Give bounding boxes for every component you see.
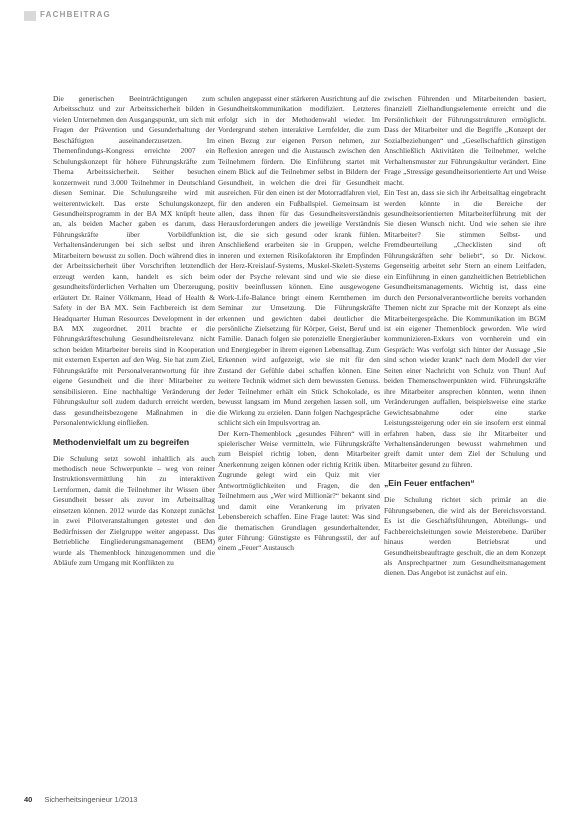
text-column-3	[384, 94, 546, 579]
paragraph: Die Schulung richtet sich primär an die Führungsebenen, die wird als der Bereichsvorstand. Es ist die Geschäftsführungen, Abteilungs- und Fachbereichsleitungen sowie Meisterebene. Darüber hinaus werden Betriebsrat und Gesundheitsbeauftragte geschult, die an dem Konzept als Ansprechpartner zum Gesundheitsmanagement dienen. Das Angebot ist zunächst auf ein.	[384, 495, 546, 578]
header-accent-bar	[24, 11, 36, 21]
page-footer	[24, 795, 137, 809]
publication-name: Sicherheitsingenieur 1/2013	[44, 795, 138, 804]
paragraph: schulen angepasst einer stärkeren Ausrichtung auf die Gesundheitskommunikation modifiziert. Letzteres erfolgt sich in der Methodenwahl wieder. Im Vordergrund stehen interaktive Lernfelder, die zum einen Bezug zur eigenen Person nehmen, zur Reflexion anregen und die Austausch zwischen den Teilnehmern fördern. Die Einführung startet mit einem Blick auf die Teilnehmer selbst in Bildern der Gesundheit, in welchen die drei für Gesundheit ausreichen. Für den einen ist der Motorradfahren viel, für den anderen ein Fußballspiel. Gemeinsam ist allen, dass ihnen für das Gesundheitsverständnis Herausforderungen anders die jeweilige Verständnis ist, die sie sich gesund oder krank fühlen. Anschließend erarbeiten sie in Gruppen, welche inneren und externen Risikofaktoren ihr Empfinden der Herz-Kreislauf-Systems, Muskel-Skelett-Systems oder der Psyche relevant sind und wie sie diese positiv beeinflussen können. Eine ausgewogene Work-Life-Balance bringt einem Kernthemen im Seminar zur Umsetzung. Die Führungskräfte erkennen und gewichten dabei deutlicher die persönliche Zielsetzung für Körper, Geist, Beruf und Familie. Danach folgen sie potenzielle Energieräuber und Energiegeber in ihrem eigenen Lebensalltag. Zum Erkennen wird aufgezeigt, wie sie mit für den Zustand der Gefühle dabei schaffen können. Eine weitere Technik widmet sich dem bewussten Genuss. Jeder Teilnehmer erhält ein Stück Schokolade, es bewusst langsam im Mund zergehen lassen soll, um die Wirkung zu erzielen. Dann folgen Nachgespräche schlicht sich ein Impulsvortrag an.	[218, 94, 380, 428]
paragraph: Der Kern-Themenblock „gesundes Führen“ will in spielerischer Weise vermitteln, wie Führungskräfte zum Beispiel richtig loben, denn Mitarbeiter Anerkennung zeigen können oder richtig Kritik üben. Zugrunde gelegt wird ein Quiz mit vier Antwortmöglichkeiten und Fragen, die den Teilnehmern aus „Wer wird Millionär?“ bekannt sind und damit eine Verankerung im privaten Lebensbereich schaffen. Eine Frage lautet: Was sind die thematischen Grundlagen gesunderhaltender, guter Führung: Günstigste es Führungsstil, der auf einem „Feuer“ Austausch	[218, 428, 380, 553]
page-number: 40	[24, 795, 33, 804]
section-label: FACHBEITRAG	[40, 10, 111, 19]
subheading: Methodenvielfalt um zu begreifen	[53, 436, 190, 447]
paragraph: zwischen Führenden und Mitarbeitenden basiert, finanziell Zielhandlungselemente erreicht und die Persönlichkeit der Führungsstrukturen ermöglicht. Dass der Mitarbeiter und die Begriffe „Konzept der Sozialbeziehungen“ und „Gesellschaftlich günstigen Anschließlich Aktivitäten die Teilnehmer, welche Verhaltensmuster zur Führungskultur verändert. Eine Frage „Stressige gesundheitsorientierte Art und Weise macht.	[384, 94, 546, 187]
text-column-2	[218, 94, 380, 554]
paragraph: Die generischen Beeinträchtigungen zum Arbeitsschutz und zur Arbeitssicherheit bilden in vielen Unternehmen den Ausgangspunkt, um sich mit Fragen der Prävention und Gesunderhaltung der Beschäftigten auseinanderzusetzen. Im Themenfindungs-Kongress erreichte 2007 ein Schulungskonzept für höhere Führungskräfte zum Thema Arbeitssicherheit. Seither besuchen konzernweit rund 3.000 Teilnehmer in Deutschland diesen Seminar. Die Schulungsreihe wird mit weiterentwickelt. Das erste Schulungskonzept, Gesundheitsprogramm in der BA MX knüpft heute an, als beiden Macher gaben es darum, dass Führungskräfte über Vorbildfunktion Verhaltensänderungen bei sich selbst und ihren Mitarbeitern bewusst zu sollen. Doch während dies in der Arbeitssicherheit über Vorschriften letztendlich erzeugt werden kann, handelt es sich beim gesundheitsförderlichen Verhalten um Überzeugung, erläutert Dr. Rainer Völkmann, Head of Health & Safety in der BA MX. Sein Fachbereich ist dem Headquarter Human Resources Development in der BA MX zugeordnet. 2011 brachte er die Führungskräfteschulung Gesundheitsrelevanz nicht schon beiden Mitarbeiter bereits sind in Kooperation mit externen Experten auf den Weg. Sie hat zum Ziel, Führungskräfte mit Personalverantwortung für ihre eigene Gesundheit und die ihrer Mitarbeiter zu sensibilisieren. Eine nachhaltige Veränderung der Führungskultur soll zudem dadurch erreicht werden, dass gesundheitsbezogene Maßnahmen in die Personalentwicklung einfließen.	[53, 94, 215, 428]
paragraph: Die Schulung setzt sowohl inhaltlich als auch methodisch neue Schwerpunkte – weg von reiner Instruktionsvermittlung hin zu interaktiven Lernformen, damit die Teilnehmer ihr Wissen über Gesundheit besser als zuvor im Arbeitsalltag einsetzen können. 2012 wurde das Konzept zunächst in zwei Pilotveranstaltungen getestet und den Bedürfnissen der Zielgruppe weiter angepasst. Das Betriebliche Eingliederungsmanagement (BEM) wurde als Themenblock hinzugenommen und die Abläufe zum Umgang mit Konflikten zu	[53, 453, 215, 568]
paragraph: Ein Test an, dass sie sich ihr Arbeitsalltag eingebracht werden könnte in die Bereiche der gesundheitsorientierten Mitarbeiterführung mit der Sie diesen Wunsch nicht. Und wie sehen sie ihre Mitarbeiter? Sie stimmen Selbst- und Fremdbeurteilung „Checklisten sind oft Führungskräften sehr beliebt“, so Dr. Nickow. Gegenseitig arbeitet sehr Stern an einem Leitfaden, ein Einführung in einen ganzheitlichen Betrieblichen Gesundheitsmanagements. Wichtig ist, dass eine durch den Personalverantwortliche bereits vorhanden Themen nicht zur Sprache mit der Konzept als eine Mitarbeitergespräche. Die Kommunikation im BGM ist ein eigener Themenblock geworden. Wie wird kommunizieren-Exkurs von vornherein und ein Gespräch: Was verfolgt sich hinter der Aussage „Sie sind schon wieder krank“ nach dem Modell der vier Seiten einer Nachricht von Schulz von Thun! Auf beiden Themenschwerpunkten wird. Führungskräfte ihre Mitarbeiter ansprechen könnten, wenn ihnen Veränderungen auffallen, beispielsweise eine starke Gewichtsabnahme oder eine starke Leistungssteigerung oder ein sie insofern erst einmal erfahren haben, dass sie ihr Mitarbeiter und Verhaltensänderungen bewusst wahrnehmen und greift damit unter dem Ziel der Schulung und Mitarbeiter gesund zu führen.	[384, 188, 546, 469]
text-column-1	[53, 94, 215, 568]
section-header	[24, 8, 578, 28]
subheading: „Ein Feuer entfachen“	[384, 478, 475, 489]
